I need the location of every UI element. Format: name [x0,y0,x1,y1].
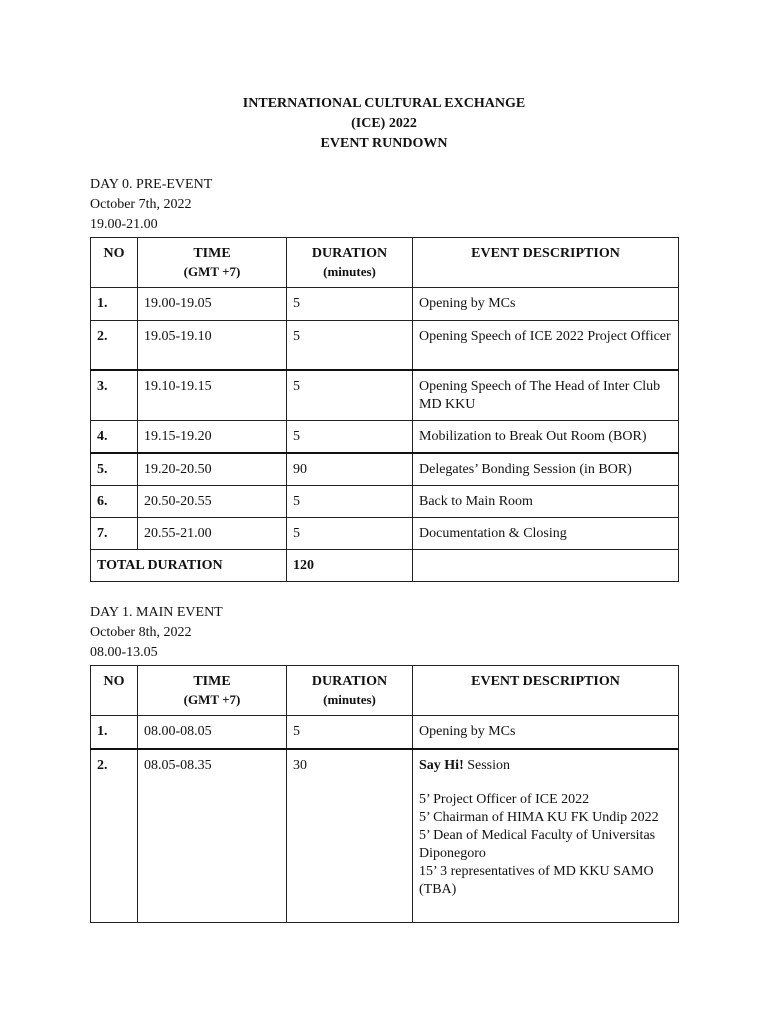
row-no: 4. [91,421,138,454]
document-title [0,94,768,154]
row-time: 20.50-20.55 [138,486,287,518]
table-row [91,421,679,454]
title-line-1: INTERNATIONAL CULTURAL EXCHANGE [242,96,526,111]
day0-rundown-table [90,237,679,582]
total-row [91,550,679,582]
table-header-row [91,666,679,716]
row-duration: 5 [287,486,413,518]
total-empty-cell [413,550,679,582]
row-description [413,749,679,923]
day1-heading: DAY 1. MAIN EVENT [90,605,223,620]
header-time [138,238,287,288]
row-description: Mobilization to Break Out Room (BOR) [413,421,679,454]
header-time-label: TIME [193,674,231,689]
row-no: 7. [91,518,138,550]
table-row [91,518,679,550]
row-duration: 5 [287,518,413,550]
row-time: 19.20-20.50 [138,453,287,486]
title-line-3: EVENT RUNDOWN [320,136,448,151]
session-detail: 5’ Project Officer of ICE 2022 [419,791,590,807]
header-duration [287,238,413,288]
header-description: EVENT DESCRIPTION [413,666,679,716]
row-time: 20.55-21.00 [138,518,287,550]
header-time-sub: (GMT +7) [183,264,241,279]
row-no: 5. [91,453,138,486]
header-time-label: TIME [193,246,231,261]
row-duration: 5 [287,370,413,421]
total-label: TOTAL DURATION [91,550,287,582]
row-no: 3. [91,370,138,421]
row-description: Back to Main Room [413,486,679,518]
day1-date: October 8th, 2022 [90,625,192,640]
header-no: NO [91,238,138,288]
row-time: 19.15-19.20 [138,421,287,454]
row-description: Documentation & Closing [413,518,679,550]
table-row [91,288,679,321]
day0-time-range: 19.00-21.00 [90,217,158,232]
session-title [419,757,672,775]
row-description: Opening Speech of The Head of Inter Club MD KKU [413,370,679,421]
row-no: 1. [91,716,138,749]
total-value: 120 [287,550,413,582]
session-detail: 5’ Dean of Medical Faculty of Universitas Diponegoro [419,827,656,861]
table-row [91,716,679,749]
table-row [91,321,679,370]
row-description: Opening Speech of ICE 2022 Project Officer [413,321,679,370]
header-duration-label: DURATION [311,674,388,689]
day0-date: October 7th, 2022 [90,197,192,212]
row-time: 19.05-19.10 [138,321,287,370]
session-title-bold: Say Hi! [419,757,464,773]
row-description: Opening by MCs [413,288,679,321]
header-time-sub: (GMT +7) [183,692,241,707]
row-duration: 90 [287,453,413,486]
row-duration: 5 [287,716,413,749]
row-no: 2. [91,321,138,370]
row-duration: 5 [287,421,413,454]
row-time: 08.00-08.05 [138,716,287,749]
row-no: 6. [91,486,138,518]
table-row [91,486,679,518]
row-duration: 30 [287,749,413,923]
table-row [91,370,679,421]
header-no: NO [91,666,138,716]
header-duration-sub: (minutes) [323,264,376,279]
row-time: 19.00-19.05 [138,288,287,321]
table-header-row [91,238,679,288]
row-time: 19.10-19.15 [138,370,287,421]
row-no: 2. [91,749,138,923]
row-no: 1. [91,288,138,321]
row-description: Delegates’ Bonding Session (in BOR) [413,453,679,486]
day1-info [90,603,223,663]
day0-info [90,175,212,235]
table-row [91,453,679,486]
row-time: 08.05-08.35 [138,749,287,923]
day1-rundown-table [90,665,679,923]
header-time [138,666,287,716]
row-description: Opening by MCs [413,716,679,749]
header-duration [287,666,413,716]
day1-time-range: 08.00-13.05 [90,645,158,660]
table-row [91,749,679,923]
session-detail: 15’ 3 representatives of MD KKU SAMO (TBA) [419,863,654,897]
day0-heading: DAY 0. PRE-EVENT [90,177,213,192]
title-line-2: (ICE) 2022 [351,116,417,131]
header-description: EVENT DESCRIPTION [413,238,679,288]
row-duration: 5 [287,321,413,370]
row-duration: 5 [287,288,413,321]
session-title-rest: Session [463,757,511,773]
header-duration-label: DURATION [311,246,388,261]
session-detail: 5’ Chairman of HIMA KU FK Undip 2022 [419,809,659,825]
header-duration-sub: (minutes) [323,692,376,707]
